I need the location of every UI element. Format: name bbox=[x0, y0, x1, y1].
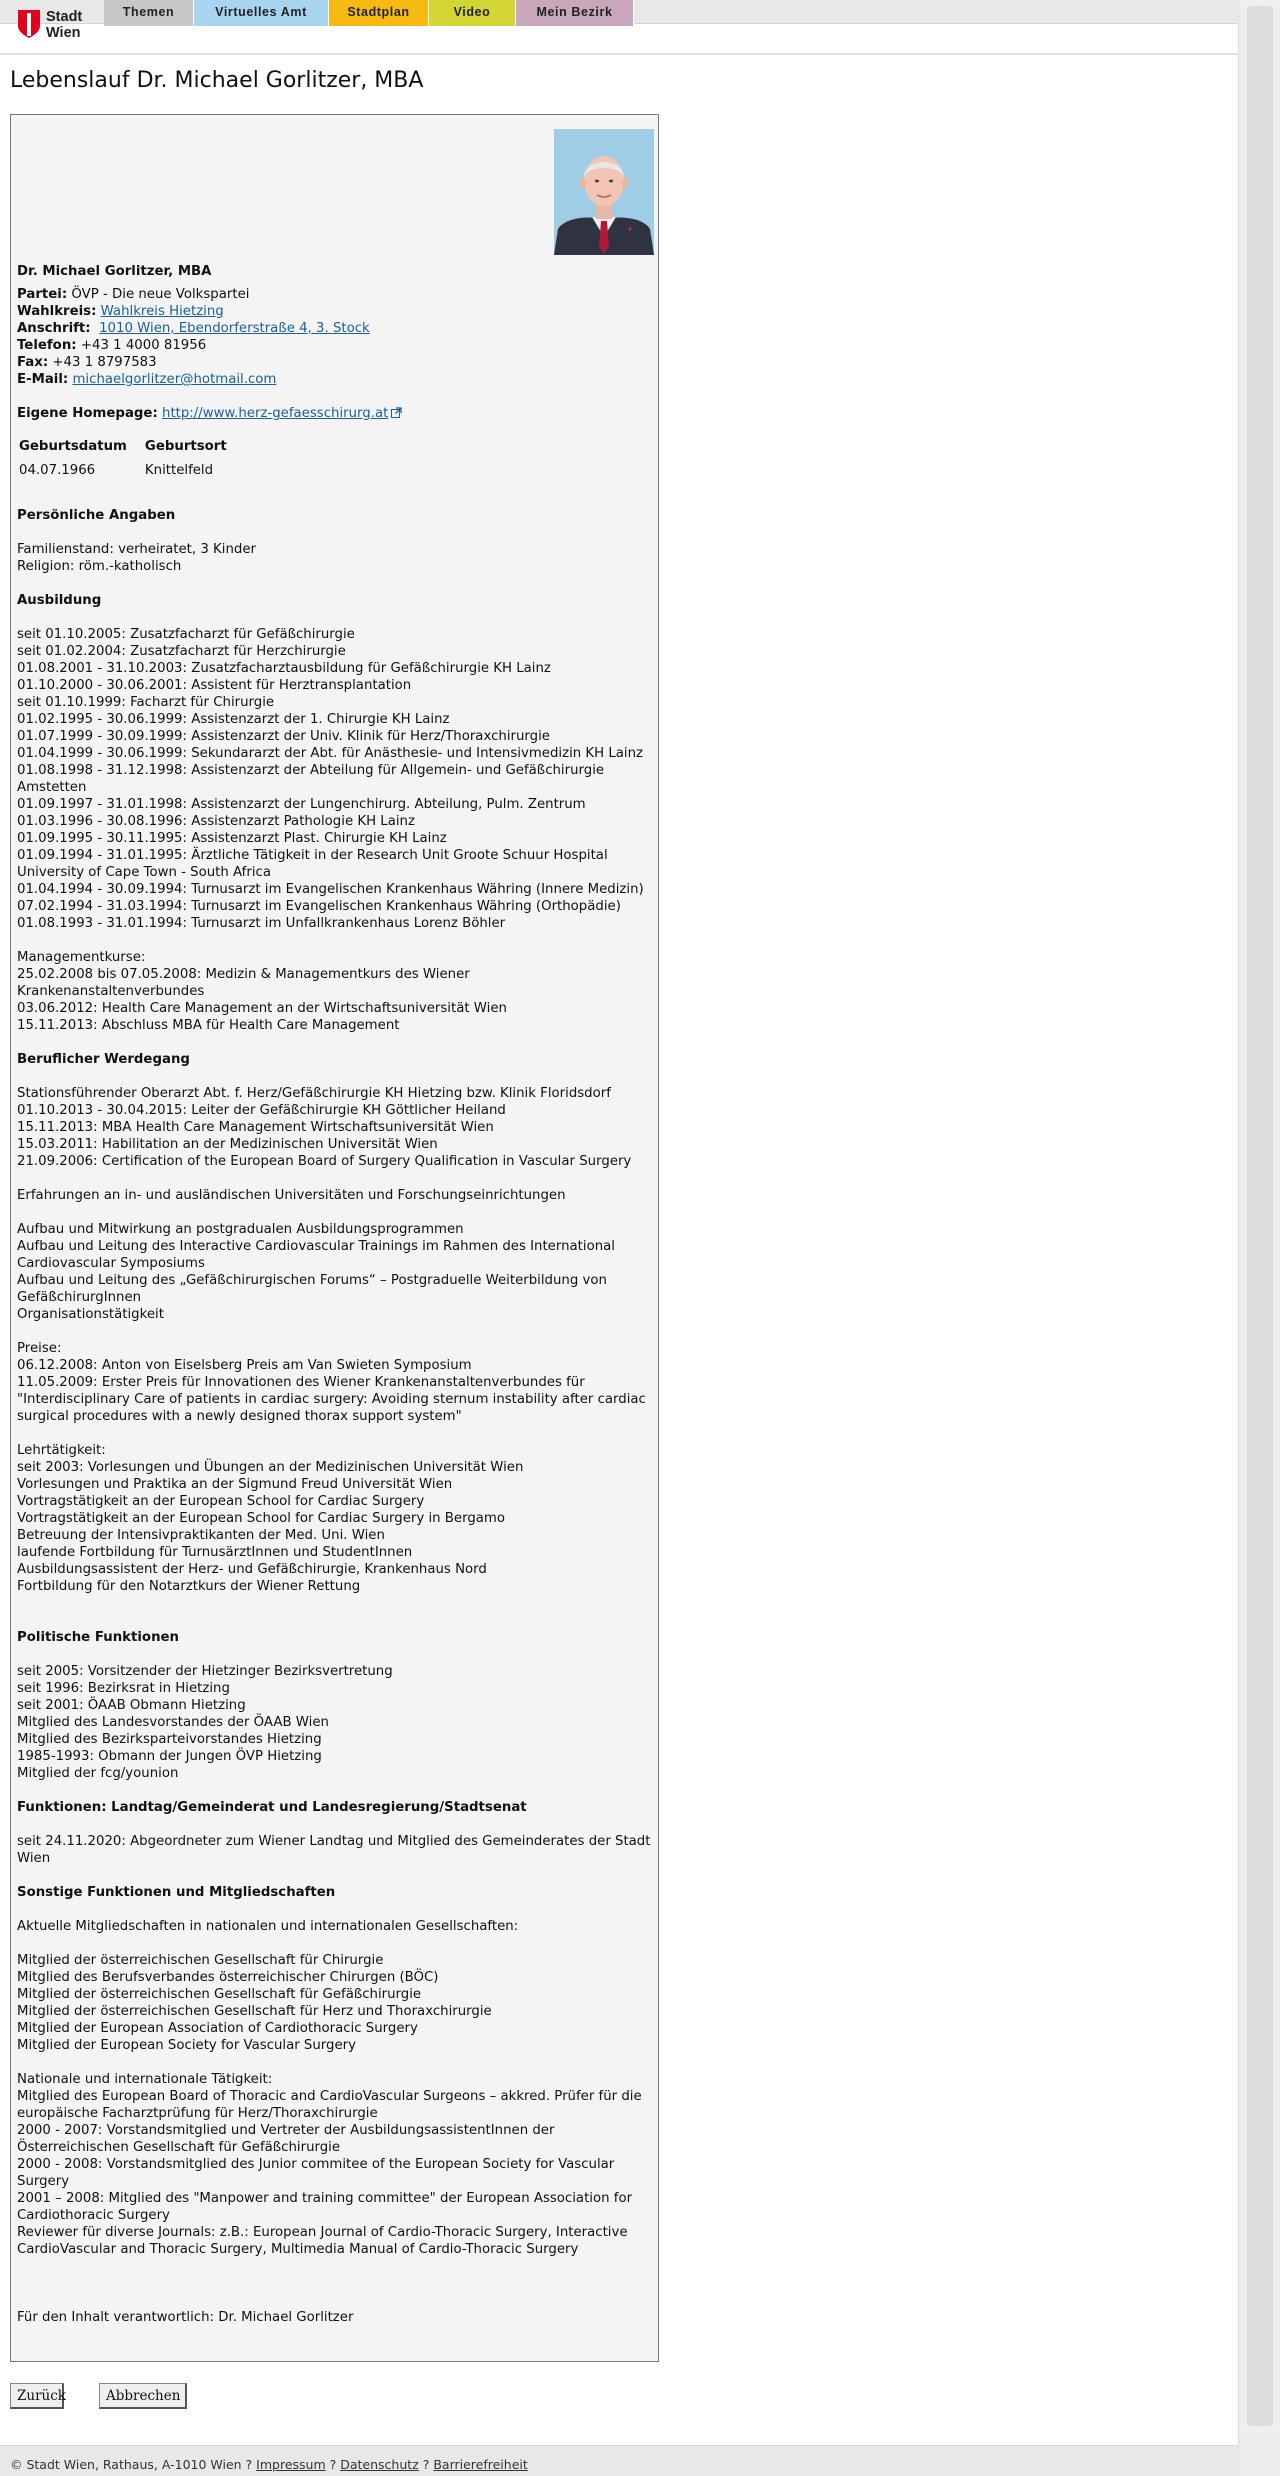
footer-separator: ? bbox=[325, 2457, 341, 2472]
email-link[interactable]: michaelgorlitzer@hotmail.com bbox=[72, 372, 277, 387]
lehr-item: laufende Fortbildung für TurnusärztInnen und StudentInnen bbox=[17, 1545, 413, 1560]
birth-date: 04.07.1966 bbox=[19, 462, 96, 478]
lehr-list bbox=[17, 1442, 655, 1595]
management-item: Managementkurse: bbox=[17, 950, 146, 965]
mitglied-item: Mitglied der European Association of Cardiothoracic Surgery bbox=[17, 2021, 418, 2036]
section-title-landtag: Funktionen: Landtag/Gemeinderat und Landesregierung/Stadtsenat bbox=[17, 1800, 527, 1815]
taetigkeit-item: Reviewer für diverse Journals: z.B.: European Journal of Cardio-Thoracic Surgery, Interactive CardioVascular and Thoracic Surgery, Multimedia Manual of Cardio-Thoracic Surgery bbox=[17, 2225, 628, 2257]
politisch-item: seit 2001: ÖAAB Obmann Hietzing bbox=[17, 1698, 246, 1713]
aufbau-item: Aufbau und Mitwirkung an postgradualen Ausbildungsprogrammen bbox=[17, 1222, 464, 1237]
birth-place-header: Geburtsort bbox=[144, 438, 227, 454]
politisch-item: Mitglied der fcg/younion bbox=[17, 1766, 179, 1781]
mitglied-item: Mitglied des Berufsverbandes österreichischer Chirurgen (BÖC) bbox=[17, 1970, 439, 1985]
barrierefreiheit-link[interactable]: Barrierefreiheit bbox=[433, 2457, 528, 2472]
werdegang-item: 15.03.2011: Habilitation an der Medizinischen Universität Wien bbox=[17, 1137, 438, 1152]
taetigkeit-item: 2001 – 2008: Mitglied des "Manpower and training committee" der European Association for Cardiothoracic Surgery bbox=[17, 2191, 633, 2223]
section-title-werdegang: Beruflicher Werdegang bbox=[17, 1052, 190, 1067]
site-footer bbox=[0, 2445, 1238, 2476]
werdegang-list bbox=[17, 1085, 655, 1170]
ausbildung-item: 01.03.1996 - 30.08.1996: Assistenzarzt Pathologie KH Lainz bbox=[17, 814, 415, 829]
lehr-item: Lehrtätigkeit: bbox=[17, 1443, 106, 1458]
mitglied-list bbox=[17, 1952, 655, 2054]
mitglied-item: Mitglied der European Society for Vascular Surgery bbox=[17, 2038, 356, 2053]
verantwortlich-text: Für den Inhalt verantwortlich: Dr. Michael Gorlitzer bbox=[17, 2310, 354, 2325]
birth-place: Knittelfeld bbox=[144, 462, 214, 478]
scrollbar-thumb[interactable] bbox=[1247, 6, 1273, 2426]
homepage-label: Eigene Homepage: bbox=[17, 406, 158, 421]
person-name: Dr. Michael Gorlitzer, MBA bbox=[17, 264, 212, 279]
cv-box bbox=[10, 114, 659, 2362]
personal-item: Familienstand: verheiratet, 3 Kinder bbox=[17, 542, 256, 557]
politisch-item: Mitglied des Bezirksparteivorstandes Hietzing bbox=[17, 1732, 322, 1747]
external-link-icon bbox=[391, 407, 402, 418]
portrait-photo bbox=[554, 129, 654, 255]
politisch-item: seit 2005: Vorsitzender der Hietzinger Bezirksvertretung bbox=[17, 1664, 393, 1679]
logo-wordmark bbox=[46, 9, 82, 41]
anschrift-label: Anschrift: bbox=[17, 321, 91, 336]
homepage-link[interactable]: http://www.herz-gefaesschirurg.at bbox=[162, 406, 389, 421]
birth-table bbox=[17, 435, 243, 479]
ausbildung-item: 01.09.1994 - 31.01.1995: Ärztliche Tätigkeit in der Research Unit Groote Schuur Hospital University of Cape Town - South Africa bbox=[17, 848, 608, 880]
page-title: Lebenslauf Dr. Michael Gorlitzer, MBA bbox=[10, 68, 424, 93]
preise-item: 06.12.2008: Anton von Eiselsberg Preis am Van Swieten Symposium bbox=[17, 1358, 472, 1373]
telefon-label: Telefon: bbox=[17, 338, 77, 353]
fax-value: +43 1 8797583 bbox=[52, 355, 157, 370]
footer-copyright: © Stadt Wien, Rathaus, A-1010 Wien ? bbox=[10, 2457, 257, 2472]
personal-list bbox=[17, 541, 655, 575]
section-title-persoenlich: Persönliche Angaben bbox=[17, 508, 176, 523]
logo-text-stadt: Stadt bbox=[46, 9, 83, 25]
stadt-wien-logo[interactable] bbox=[14, 8, 100, 44]
section-title-ausbildung: Ausbildung bbox=[17, 593, 102, 608]
mitglied-intro: Aktuelle Mitgliedschaften in nationalen und internationalen Gesellschaften: bbox=[17, 1919, 519, 1934]
birth-table-header-row bbox=[17, 435, 243, 457]
site-header bbox=[0, 0, 1238, 55]
logo-text-wien: Wien bbox=[46, 25, 81, 41]
aufbau-item: Organisationstätigkeit bbox=[17, 1307, 164, 1322]
aufbau-item: Aufbau und Leitung des Interactive Cardiovascular Trainings im Rahmen des International Cardiovascular Symposiums bbox=[17, 1239, 615, 1271]
wahlkreis-link[interactable]: Wahlkreis Hietzing bbox=[100, 304, 224, 319]
vienna-shield-icon bbox=[18, 10, 40, 38]
taetigkeit-item: 2000 - 2008: Vorstandsmitglied des Junior commitee of the European Society for Vascular Surgery bbox=[17, 2157, 615, 2189]
ausbildung-item: 01.10.2000 - 30.06.2001: Assistent für Herztransplantation bbox=[17, 678, 412, 693]
werdegang-item: 21.09.2006: Certification of the European Board of Surgery Qualification in Vascular Surgery bbox=[17, 1154, 632, 1169]
wahlkreis-label: Wahlkreis: bbox=[17, 304, 97, 319]
anschrift-link[interactable]: 1010 Wien, Ebendorferstraße 4, 3. Stock bbox=[99, 321, 370, 336]
tab-stadtplan[interactable]: Stadtplan bbox=[329, 0, 429, 26]
mitglied-item: Mitglied der österreichischen Gesellschaft für Herz und Thoraxchirurgie bbox=[17, 2004, 492, 2019]
footer-separator: ? bbox=[418, 2457, 434, 2472]
back-button[interactable]: Zurück bbox=[10, 2383, 64, 2409]
werdegang-item: 15.11.2013: MBA Health Care Management Wirtschaftsuniversität Wien bbox=[17, 1120, 494, 1135]
impressum-link[interactable]: Impressum bbox=[256, 2457, 326, 2472]
ausbildung-item: 01.02.1995 - 30.06.1999: Assistenzarzt der 1. Chirurgie KH Lainz bbox=[17, 712, 450, 727]
ausbildung-item: seit 01.02.2004: Zusatzfacharzt für Herzchirurgie bbox=[17, 644, 346, 659]
landtag-text: seit 24.11.2020: Abgeordneter zum Wiener Landtag und Mitglied des Gemeinderates der Stadt Wien bbox=[17, 1834, 651, 1866]
tab-video[interactable]: Video bbox=[429, 0, 516, 26]
portrait-illustration bbox=[554, 129, 654, 255]
aufbau-item: Aufbau und Leitung des „Gefäßchirurgischen Forums“ – Postgraduelle Weiterbildung von GefäßchirurgInnen bbox=[17, 1273, 607, 1305]
taetigkeit-list bbox=[17, 2071, 655, 2258]
politisch-item: seit 1996: Bezirksrat in Hietzing bbox=[17, 1681, 230, 1696]
management-item: 25.02.2008 bis 07.05.2008: Medizin & Managementkurs des Wiener Krankenanstaltenverbundes bbox=[17, 967, 470, 999]
taetigkeit-item: 2000 - 2007: Vorstandsmitglied und Vertreter der AusbildungsassistentInnen der Österreichischen Gesellschaft für Gefäßchirurgie bbox=[17, 2123, 555, 2155]
management-list bbox=[17, 949, 655, 1034]
ausbildung-item: 01.07.1999 - 30.09.1999: Assistenzarzt der Univ. Klinik für Herz/Thoraxchirurgie bbox=[17, 729, 550, 744]
lehr-item: Vorlesungen und Praktika an der Sigmund Freud Universität Wien bbox=[17, 1477, 453, 1492]
tab-mein-bezirk[interactable]: Mein Bezirk bbox=[516, 0, 634, 26]
ausbildung-item: seit 01.10.1999: Facharzt für Chirurgie bbox=[17, 695, 275, 710]
ausbildung-item: 01.04.1999 - 30.06.1999: Sekundararzt der Abt. für Anästhesie- und Intensivmedizin KH Lainz bbox=[17, 746, 644, 761]
lehr-item: Fortbildung für den Notarztkurs der Wiener Rettung bbox=[17, 1579, 361, 1594]
erfahrungen-text: Erfahrungen an in- und ausländischen Universitäten und Forschungseinrichtungen bbox=[17, 1188, 566, 1203]
lehr-item: Vortragstätigkeit an der European School for Cardiac Surgery bbox=[17, 1494, 425, 1509]
ausbildung-item: seit 01.10.2005: Zusatzfacharzt für Gefäßchirurgie bbox=[17, 627, 355, 642]
tab-themen[interactable]: Themen bbox=[104, 0, 194, 26]
lehr-item: Betreuung der Intensivpraktikanten der Med. Uni. Wien bbox=[17, 1528, 385, 1543]
taetigkeit-item: Mitglied des European Board of Thoracic and CardioVascular Surgeons – akkred. Prüfer für die europäische Facharztprüfung für Herz/Thoraxchirurgie bbox=[17, 2089, 642, 2121]
politisch-item: Mitglied des Landesvorstandes der ÖAAB Wien bbox=[17, 1715, 329, 1730]
preise-list bbox=[17, 1340, 655, 1425]
partei-value: ÖVP - Die neue Volkspartei bbox=[71, 287, 250, 302]
lehr-item: Ausbildungsassistent der Herz- und Gefäßchirurgie, Krankenhaus Nord bbox=[17, 1562, 487, 1577]
ausbildung-list bbox=[17, 626, 655, 932]
politisch-item: 1985-1993: Obmann der Jungen ÖVP Hietzing bbox=[17, 1749, 322, 1764]
werdegang-item: Stationsführender Oberarzt Abt. f. Herz/Gefäßchirurgie KH Hietzing bzw. Klinik Floridsdorf bbox=[17, 1086, 611, 1101]
mitglied-item: Mitglied der österreichischen Gesellschaft für Gefäßchirurgie bbox=[17, 1987, 422, 2002]
personal-item: Religion: röm.-katholisch bbox=[17, 559, 182, 574]
ausbildung-item: 01.09.1997 - 31.01.1998: Assistenzarzt der Lungenchirurg. Abteilung, Pulm. Zentrum bbox=[17, 797, 586, 812]
partei-label: Partei: bbox=[17, 287, 68, 302]
section-title-sonstige: Sonstige Funktionen und Mitgliedschaften bbox=[17, 1885, 336, 1900]
fax-label: Fax: bbox=[17, 355, 49, 370]
lehr-item: Vortragstätigkeit an der European School for Cardiac Surgery in Bergamo bbox=[17, 1511, 506, 1526]
taetigkeit-item: Nationale und internationale Tätigkeit: bbox=[17, 2072, 273, 2087]
ausbildung-item: 01.04.1994 - 30.09.1994: Turnusarzt im Evangelischen Krankenhaus Währing (Innere Medizin) bbox=[17, 882, 644, 897]
aufbau-list bbox=[17, 1221, 655, 1323]
preise-item: 11.05.2009: Erster Preis für Innovationen des Wiener Krankenanstaltenverbundes für "Interdisciplinary Care of patients in cardiac surgery: Avoiding sternum instability after cardiac surgical procedures with a newly designed thorax support system" bbox=[17, 1375, 646, 1424]
section-title-politisch: Politische Funktionen bbox=[17, 1630, 180, 1645]
ausbildung-item: 01.09.1995 - 30.11.1995: Assistenzarzt Plast. Chirurgie KH Lainz bbox=[17, 831, 447, 846]
management-item: 15.11.2013: Abschluss MBA für Health Care Management bbox=[17, 1018, 400, 1033]
ausbildung-item: 01.08.2001 - 31.10.2003: Zusatzfacharztausbildung für Gefäßchirurgie KH Lainz bbox=[17, 661, 551, 676]
ausbildung-item: 07.02.1994 - 31.03.1994: Turnusarzt im Evangelischen Krankenhaus Währing (Orthopädie) bbox=[17, 899, 621, 914]
ausbildung-item: 01.08.1998 - 31.12.1998: Assistenzarzt der Abteilung für Allgemein- und Gefäßchirurgie Amstetten bbox=[17, 763, 605, 795]
vertical-scrollbar[interactable] bbox=[1238, 0, 1280, 2476]
mitglied-item: Mitglied der österreichischen Gesellschaft für Chirurgie bbox=[17, 1953, 384, 1968]
politisch-list bbox=[17, 1663, 655, 1782]
telefon-value: +43 1 4000 81956 bbox=[80, 338, 207, 353]
birth-date-header: Geburtsdatum bbox=[19, 438, 127, 454]
lehr-item: seit 2003: Vorlesungen und Übungen an der Medizinischen Universität Wien bbox=[17, 1460, 524, 1475]
preise-item: Preise: bbox=[17, 1341, 62, 1356]
cancel-button[interactable]: Abbrechen bbox=[99, 2383, 187, 2409]
birth-table-row bbox=[17, 457, 243, 479]
ausbildung-item: 01.08.1993 - 31.01.1994: Turnusarzt im Unfallkrankenhaus Lorenz Böhler bbox=[17, 916, 506, 931]
cv-content bbox=[17, 263, 655, 2326]
email-label: E-Mail: bbox=[17, 372, 69, 387]
management-item: 03.06.2012: Health Care Management an der Wirtschaftsuniversität Wien bbox=[17, 1001, 507, 1016]
datenschutz-link[interactable]: Datenschutz bbox=[340, 2457, 419, 2472]
werdegang-item: 01.10.2013 - 30.04.2015: Leiter der Gefäßchirurgie KH Göttlicher Heiland bbox=[17, 1103, 506, 1118]
tab-virtuelles-amt[interactable]: Virtuelles Amt bbox=[194, 0, 329, 26]
